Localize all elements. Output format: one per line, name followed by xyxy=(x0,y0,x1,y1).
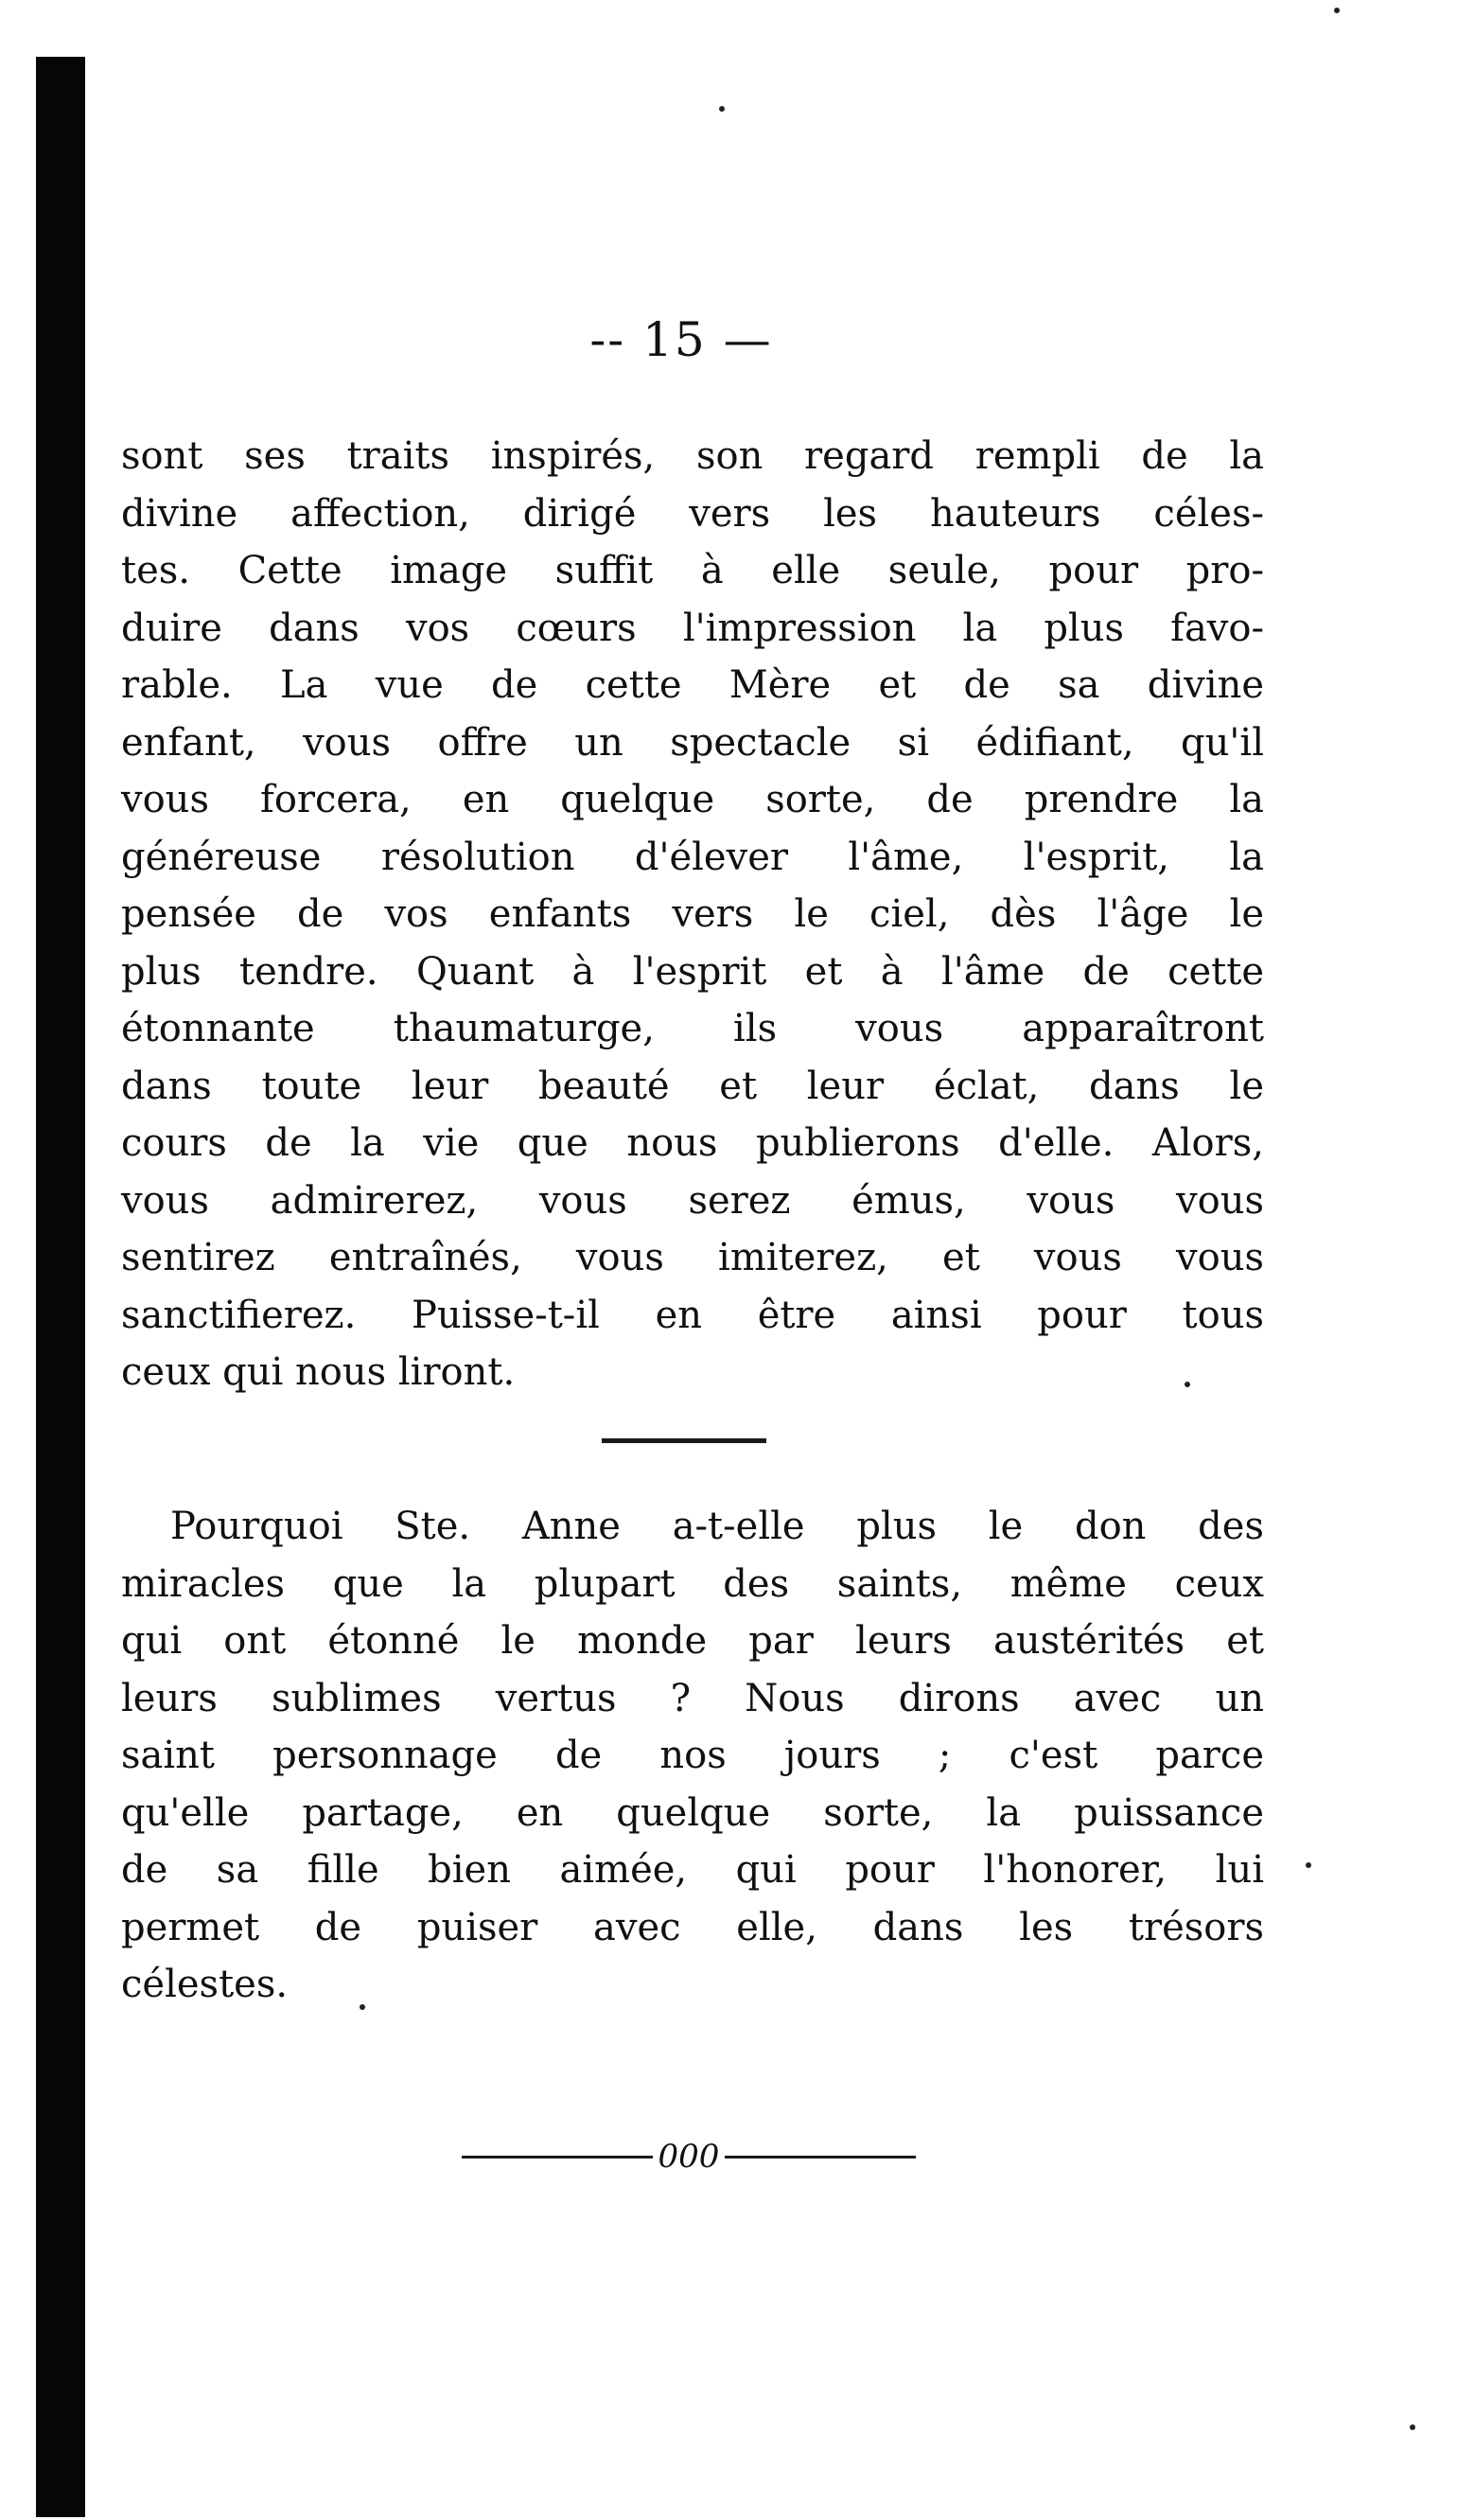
text-line: vous forcera, en quelque sorte, de prendre la xyxy=(121,778,1264,821)
text-line: pensée de vos enfants vers le ciel, dès l'âge le xyxy=(121,892,1264,936)
text-line: dans toute leur beauté et leur éclat, dans le xyxy=(121,1064,1264,1108)
text-line: de sa fille bien aimée, qui pour l'honorer, lui xyxy=(121,1848,1264,1892)
scan-speck xyxy=(719,106,725,112)
text-line: sont ses traits inspirés, son regard rempli de la xyxy=(121,434,1264,478)
text-line: qu'elle partage, en quelque sorte, la puissance xyxy=(121,1790,1264,1835)
text-line: tes. Cette image suffit à elle seule, pour pro- xyxy=(121,549,1264,592)
section-divider xyxy=(602,1438,766,1443)
scan-speck xyxy=(1185,1382,1190,1387)
text-line: vous admirerez, vous serez émus, vous vous xyxy=(121,1178,1264,1223)
text-line: enfant, vous offre un spectacle si édifiant, qu'il xyxy=(121,720,1264,765)
text-line: sanctifierez. Puisse-t-il en être ainsi pour tous xyxy=(121,1293,1264,1337)
text-line: plus tendre. Quant à l'esprit et à l'âme de cette xyxy=(121,949,1264,994)
text-line: Pourquoi Ste. Anne a-t-elle plus le don des xyxy=(170,1505,1264,1548)
end-ornament xyxy=(462,2133,916,2180)
text-line: cours de la vie que nous publierons d'elle. Alors, xyxy=(121,1121,1264,1165)
text-line: saint personnage de nos jours ; c'est parce xyxy=(121,1734,1264,1777)
text-line: qui ont étonné le monde par leurs austérités et xyxy=(121,1619,1264,1663)
scan-speck xyxy=(1306,1862,1311,1868)
text-line: leurs sublimes vertus ? Nous dirons avec un xyxy=(121,1676,1264,1720)
text-line: duire dans vos cœurs l'impression la plus favo- xyxy=(121,606,1264,650)
text-line: sentirez entraînés, vous imiterez, et vous vous xyxy=(121,1236,1264,1279)
binding-shadow xyxy=(36,57,85,2517)
page-number: -- 15 — xyxy=(589,312,773,367)
text-line: généreuse résolution d'élever l'âme, l'esprit, la xyxy=(121,835,1264,879)
paragraph-two xyxy=(121,1498,1264,2014)
text-line: permet de puiser avec elle, dans les trésors xyxy=(121,1905,1264,1949)
text-line: célestes. xyxy=(121,1963,289,2006)
text-line: miracles que la plupart des saints, même ceux xyxy=(121,1561,1264,1606)
scan-speck xyxy=(1410,2424,1415,2430)
ornament-rule-left xyxy=(462,2156,653,2159)
scan-speck xyxy=(1334,8,1340,13)
ornament-rule-right xyxy=(725,2156,916,2159)
text-line: rable. La vue de cette Mère et de sa divine xyxy=(121,663,1264,707)
ornament-mark: 000 xyxy=(658,2138,720,2176)
scan-speck xyxy=(360,2004,365,2010)
paragraph-one xyxy=(121,428,1264,1401)
text-line: étonnante thaumaturge, ils vous apparaîtront xyxy=(121,1007,1264,1050)
text-line: ceux qui nous liront. xyxy=(121,1350,516,1394)
text-line: divine affection, dirigé vers les hauteurs céles- xyxy=(121,491,1264,536)
